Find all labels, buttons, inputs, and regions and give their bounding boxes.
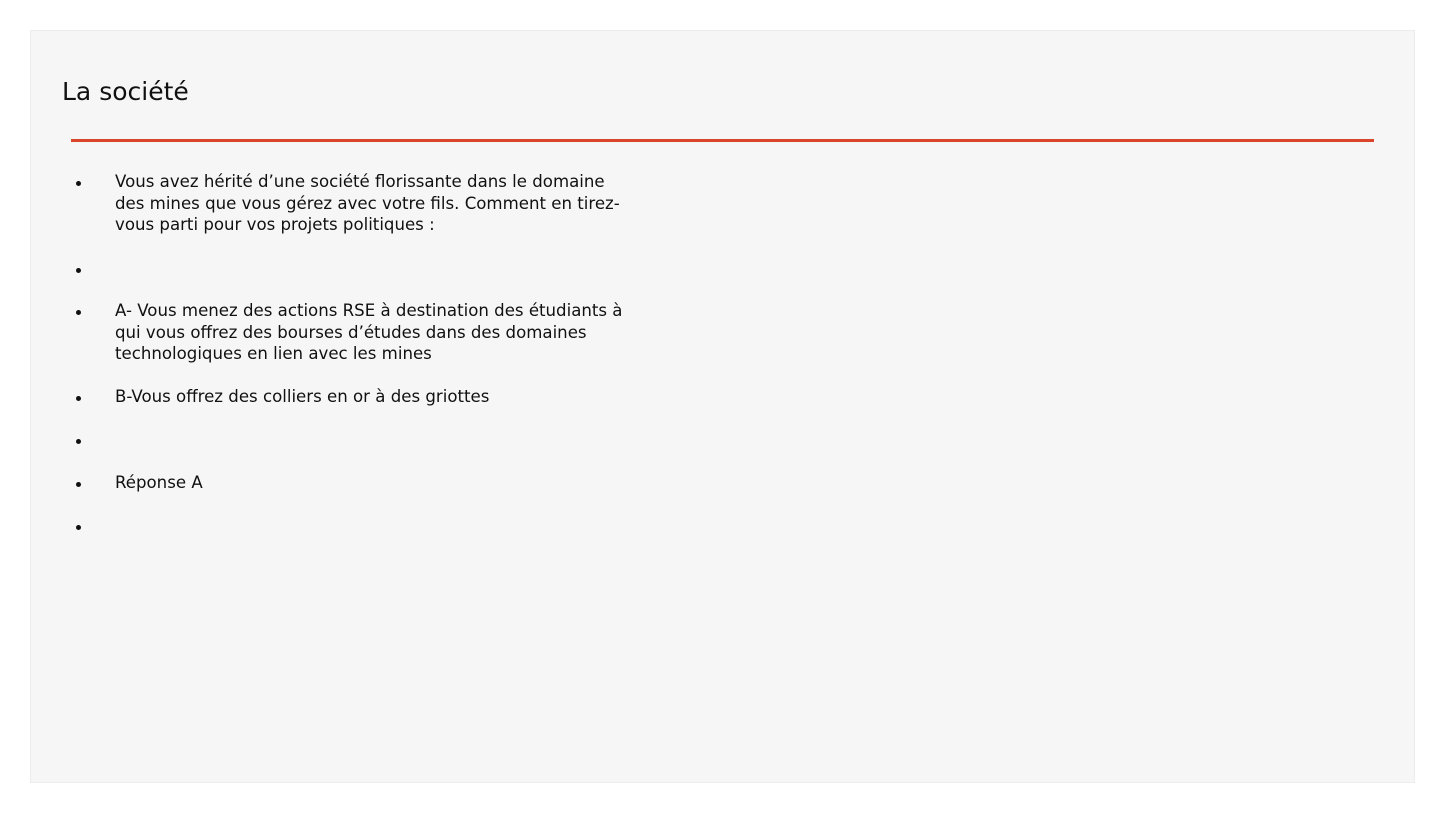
- bullet-dot-icon: [76, 268, 81, 273]
- bullet-text: [115, 258, 633, 280]
- bullet-dot-icon: [76, 310, 81, 315]
- bullet-text: B-Vous offrez des colliers en or à des griottes: [115, 387, 490, 406]
- bullet-text: [115, 515, 633, 537]
- bullet-item: [73, 429, 633, 451]
- bullet-dot-icon: [76, 181, 81, 186]
- slide: [31, 31, 1414, 782]
- bullet-item: [73, 258, 633, 280]
- bullet-text: Réponse A: [115, 473, 203, 492]
- bullet-text: Vous avez hérité d’une société florissante dans le domaine des mines que vous gérez avec votre fils. Comment en tirez-vous parti pour vos projets politiques :: [115, 172, 620, 234]
- bullet-dot-icon: [76, 482, 81, 487]
- bullet-list: [73, 171, 633, 537]
- bullet-text: A- Vous menez des actions RSE à destination des étudiants à qui vous offrez des bourses d’études dans des domaines technologiques en lien avec les mines: [115, 301, 623, 363]
- bullet-item: [73, 515, 633, 537]
- bullet-item: [73, 472, 633, 494]
- bullet-dot-icon: [76, 396, 81, 401]
- slide-title: La société: [62, 77, 189, 106]
- bullet-text: [115, 429, 633, 451]
- bullet-dot-icon: [76, 439, 81, 444]
- bullet-item: [73, 386, 633, 408]
- bullet-item: [73, 171, 633, 236]
- title-divider: [71, 139, 1374, 142]
- bullet-dot-icon: [76, 525, 81, 530]
- bullet-item: [73, 300, 633, 365]
